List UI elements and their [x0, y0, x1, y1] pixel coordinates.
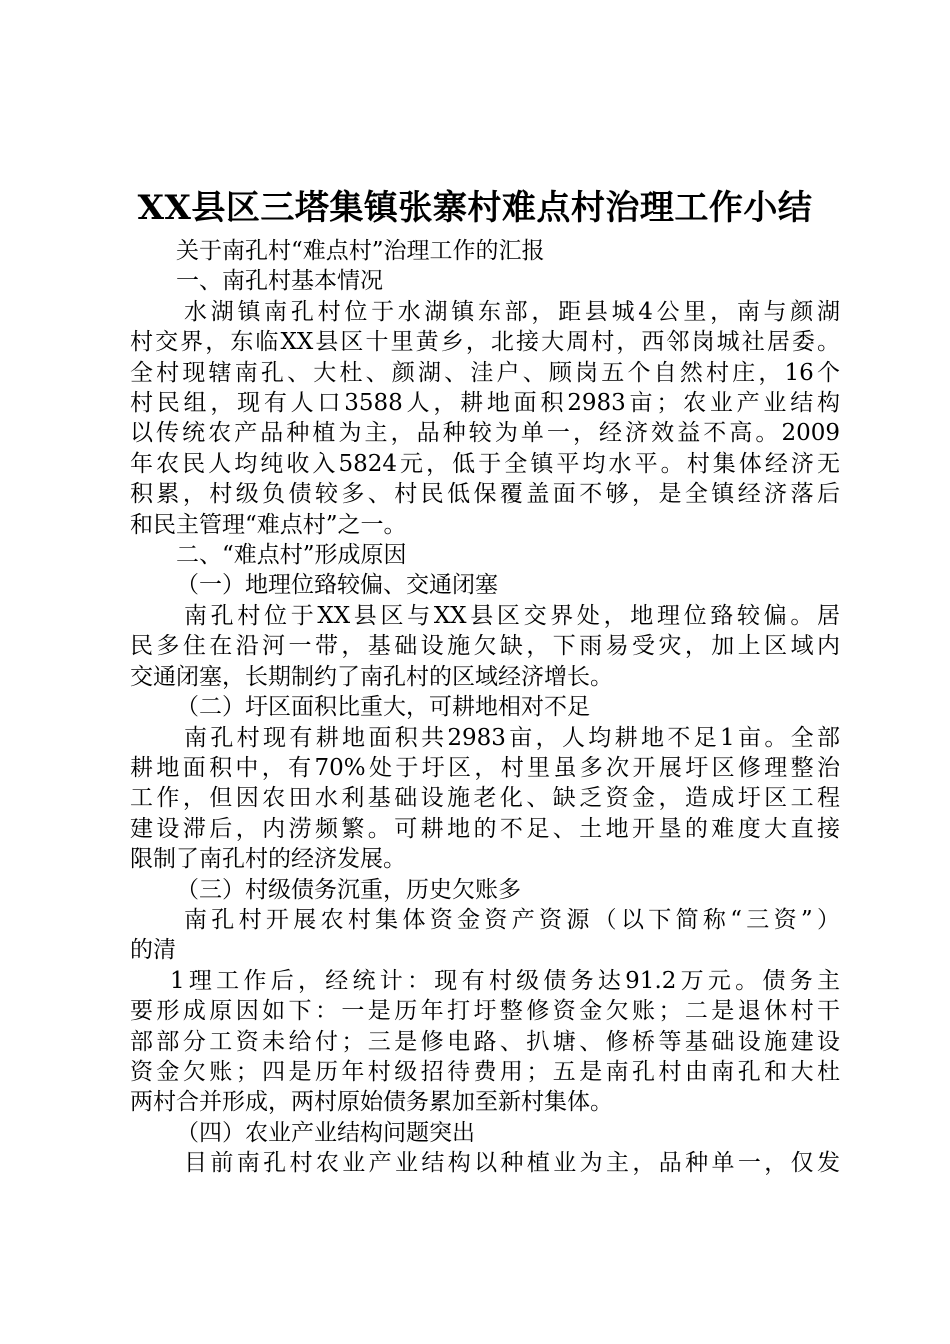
- paragraph-line: 积累，村级负债较多、村民低保覆盖面不够，是全镇经济落后: [130, 481, 840, 508]
- report-heading: 关于南孔村“难点村”治理工作的汇报: [176, 238, 545, 264]
- paragraph-line: 民多住在沿河一带，基础设施欠缺，下雨易受灾，加上区域内: [130, 633, 840, 660]
- paragraph-line: 南孔村开展农村集体资金资产资源（以下简称“三资”）: [184, 906, 840, 933]
- paragraph-line: 目前南孔村农业产业结构以种植业为主，品种单一，仅发: [184, 1150, 840, 1177]
- paragraph-line: 耕地面积中，有70%处于圩区，村里虽多次开展圩区修理整治: [130, 754, 840, 781]
- paragraph-line: 要形成原因如下：一是历年打圩整修资金欠账；二是退休村干: [130, 998, 840, 1025]
- paragraph-line: 交通闭塞，长期制约了南孔村的区域经济增长。: [130, 663, 613, 690]
- paragraph-line: 全村现辖南孔、大杜、颜湖、洼户、顾岗五个自然村庄，16个: [130, 359, 840, 386]
- paragraph-line: 1理工作后，经统计：现有村级债务达91.2万元。债务主: [170, 967, 840, 994]
- paragraph-line: 村民组，现有人口3588人，耕地面积2983亩；农业产业结构: [130, 390, 840, 417]
- paragraph-line: 资金欠账；四是历年村级招待费用；五是南孔村由南孔和大杜: [130, 1058, 840, 1085]
- paragraph-line: 的清: [130, 937, 176, 964]
- paragraph-line: 限制了南孔村的经济发展。: [130, 846, 406, 873]
- document-body: [130, 236, 840, 1179]
- section-heading: 一、南孔村基本情况: [176, 268, 383, 295]
- document-title: XX县区三塔集镇张寨村难点村治理工作小结: [137, 188, 813, 228]
- subsection-heading: （二）圩区面积比重大，可耕地相对不足: [176, 694, 590, 721]
- paragraph-line: 以传统农产品种植为主，品种较为单一，经济效益不高。2009: [130, 420, 840, 447]
- paragraph-line: 村交界，东临XX县区十里黄乡，北接大周村，西邻岗城社居委。: [130, 329, 840, 356]
- paragraph-line: 部部分工资未给付；三是修电路、扒塘、修桥等基础设施建设: [130, 1028, 840, 1055]
- paragraph-line: 年农民人均纯收入5824元，低于全镇平均水平。村集体经济无: [130, 450, 840, 477]
- paragraph-line: 南孔村现有耕地面积共2983亩，人均耕地不足1亩。全部: [184, 724, 840, 751]
- paragraph-line: 和民主管理“难点村”之一。: [130, 511, 407, 538]
- paragraph-line: 南孔村位于XX县区与XX县区交界处，地理位臵较偏。居: [184, 602, 840, 629]
- section-heading: 二、“难点村”形成原因: [176, 542, 407, 569]
- paragraph-line: 建设滞后，内涝频繁。可耕地的不足、土地开垦的难度大直接: [130, 815, 840, 842]
- paragraph-line: 工作，但因农田水利基础设施老化、缺乏资金，造成圩区工程: [130, 785, 840, 812]
- subsection-heading: （一）地理位臵较偏、交通闭塞: [176, 572, 498, 599]
- paragraph-line: 两村合并形成，两村原始债务累加至新村集体。: [130, 1089, 613, 1116]
- paragraph-line: 水湖镇南孔村位于水湖镇东部，距县城4公里，南与颜湖: [184, 298, 840, 325]
- subsection-heading: （四）农业产业结构问题突出: [176, 1119, 475, 1146]
- subsection-heading: （三）村级债务沉重，历史欠账多: [176, 876, 521, 903]
